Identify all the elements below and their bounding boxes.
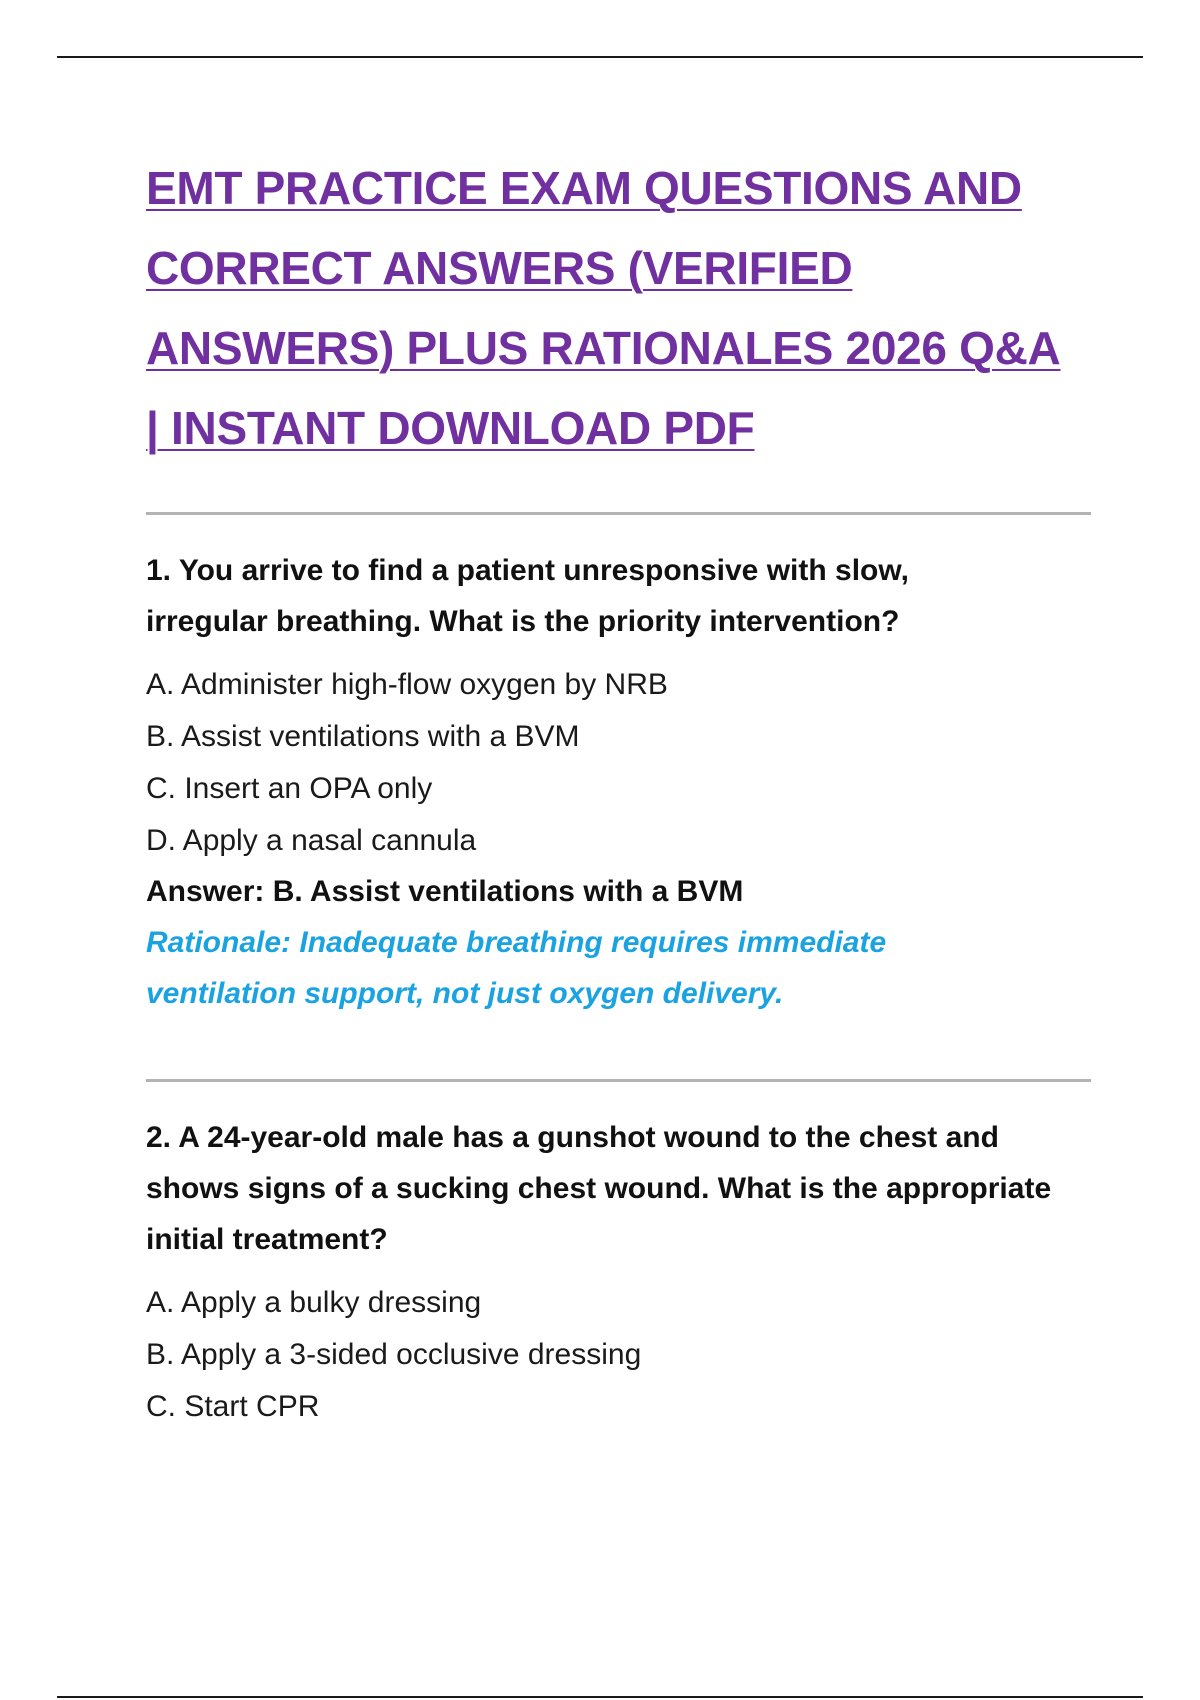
correct-answer: Answer: B. Assist ventilations with a BVM <box>146 875 744 908</box>
question-prompt-line: 1. You arrive to find a patient unresponsive with slow, <box>146 554 909 587</box>
question-prompt-line: irregular breathing. What is the priority intervention? <box>146 605 900 638</box>
question-block-2 <box>146 1112 1091 1433</box>
question-prompt-line: initial treatment? <box>146 1223 388 1256</box>
answer-options <box>146 1277 1091 1433</box>
rationale-line: ventilation support, not just oxygen delivery. <box>146 977 784 1010</box>
question-prompt <box>146 545 1091 647</box>
title-line: | INSTANT DOWNLOAD PDF <box>146 402 755 454</box>
question-block-1 <box>146 545 1091 1019</box>
title-line: EMT PRACTICE EXAM QUESTIONS AND <box>146 162 1022 214</box>
question-prompt <box>146 1112 1091 1265</box>
option-a: A. Administer high-flow oxygen by NRB <box>146 668 668 701</box>
question-prompt-line: shows signs of a sucking chest wound. What is the appropriate <box>146 1172 1052 1205</box>
option-c: C. Start CPR <box>146 1390 320 1423</box>
option-b: B. Apply a 3-sided occlusive dressing <box>146 1338 642 1371</box>
option-b: B. Assist ventilations with a BVM <box>146 720 580 753</box>
option-c: C. Insert an OPA only <box>146 772 433 805</box>
answer-options <box>146 659 1091 867</box>
rationale-line: Rationale: Inadequate breathing requires immediate <box>146 926 887 959</box>
document-body <box>146 148 1091 1433</box>
rationale <box>146 917 1091 1019</box>
option-a: A. Apply a bulky dressing <box>146 1286 482 1319</box>
document-title <box>146 148 1091 468</box>
page-top-rule <box>57 56 1143 58</box>
page-bottom-rule <box>57 1696 1143 1698</box>
section-divider <box>146 512 1091 515</box>
section-divider <box>146 1079 1091 1082</box>
title-line: CORRECT ANSWERS (VERIFIED <box>146 242 853 294</box>
title-line: ANSWERS) PLUS RATIONALES 2026 Q&A <box>146 322 1061 374</box>
question-prompt-line: 2. A 24-year-old male has a gunshot wound to the chest and <box>146 1121 999 1154</box>
option-d: D. Apply a nasal cannula <box>146 824 477 857</box>
